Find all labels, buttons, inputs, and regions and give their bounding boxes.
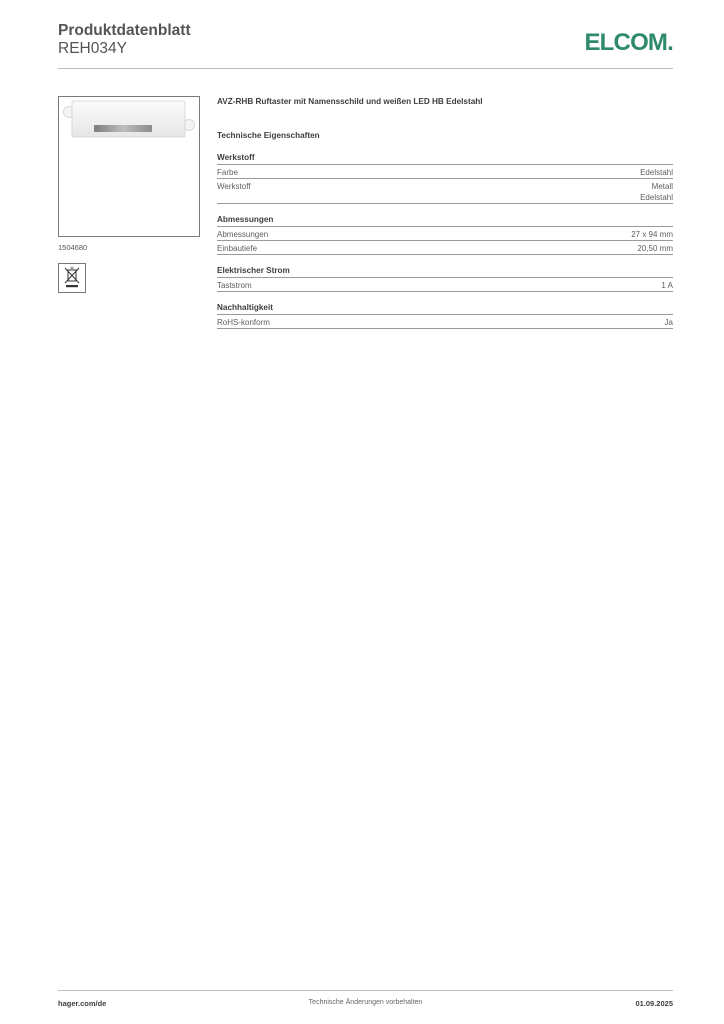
spec-group-nachhaltigkeit [217,302,673,329]
spec-content [217,96,673,329]
spec-group-abmessungen [217,214,673,255]
page-header [58,22,673,68]
spec-label: RoHS-konform [217,318,270,327]
spec-value: Edelstahl [640,168,673,177]
group-title: Abmessungen [217,214,673,227]
spec-row [217,165,673,179]
spec-value: 20,50 mm [637,244,673,253]
spec-group-elektrischer-strom [217,265,673,292]
footer-date: 01.09.2025 [635,999,673,1008]
group-title: Elektrischer Strom [217,265,673,278]
spec-label: Werkstoff [217,182,251,191]
document-title: Produktdatenblatt [58,22,191,39]
spec-value: 27 x 94 mm [631,230,673,239]
spec-label: Taststrom [217,281,252,290]
weee-disposal-icon [58,263,86,293]
spec-group-werkstoff [217,152,673,204]
footer-website: hager.com/de [58,999,107,1008]
product-image [58,96,200,237]
footer-notice: Technische Änderungen vorbehalten [308,999,423,1006]
spec-row [217,315,673,329]
section-title: Technische Eigenschaften [217,131,320,140]
spec-row [217,278,673,292]
spec-value: 1 A [661,281,673,290]
group-title: Werkstoff [217,152,673,165]
spec-value: Ja [664,318,673,327]
product-photo-icon [59,97,199,236]
group-title: Nachhaltigkeit [217,302,673,315]
spec-value: Metall Edelstahl [640,182,673,202]
spec-row [217,179,673,204]
elcom-logo: ELCOM. [584,29,673,56]
header-divider [58,68,673,69]
spec-row [217,241,673,255]
spec-label: Abmessungen [217,230,269,239]
article-number: 1504680 [58,243,88,252]
spec-label: Farbe [217,168,238,177]
product-code: REH034Y [58,40,127,57]
spec-row [217,227,673,241]
page-footer [58,990,673,1008]
product-title: AVZ-RHB Ruftaster mit Namensschild und weißen LED HB Edelstahl [217,97,483,106]
spec-label: Einbautiefe [217,244,258,253]
